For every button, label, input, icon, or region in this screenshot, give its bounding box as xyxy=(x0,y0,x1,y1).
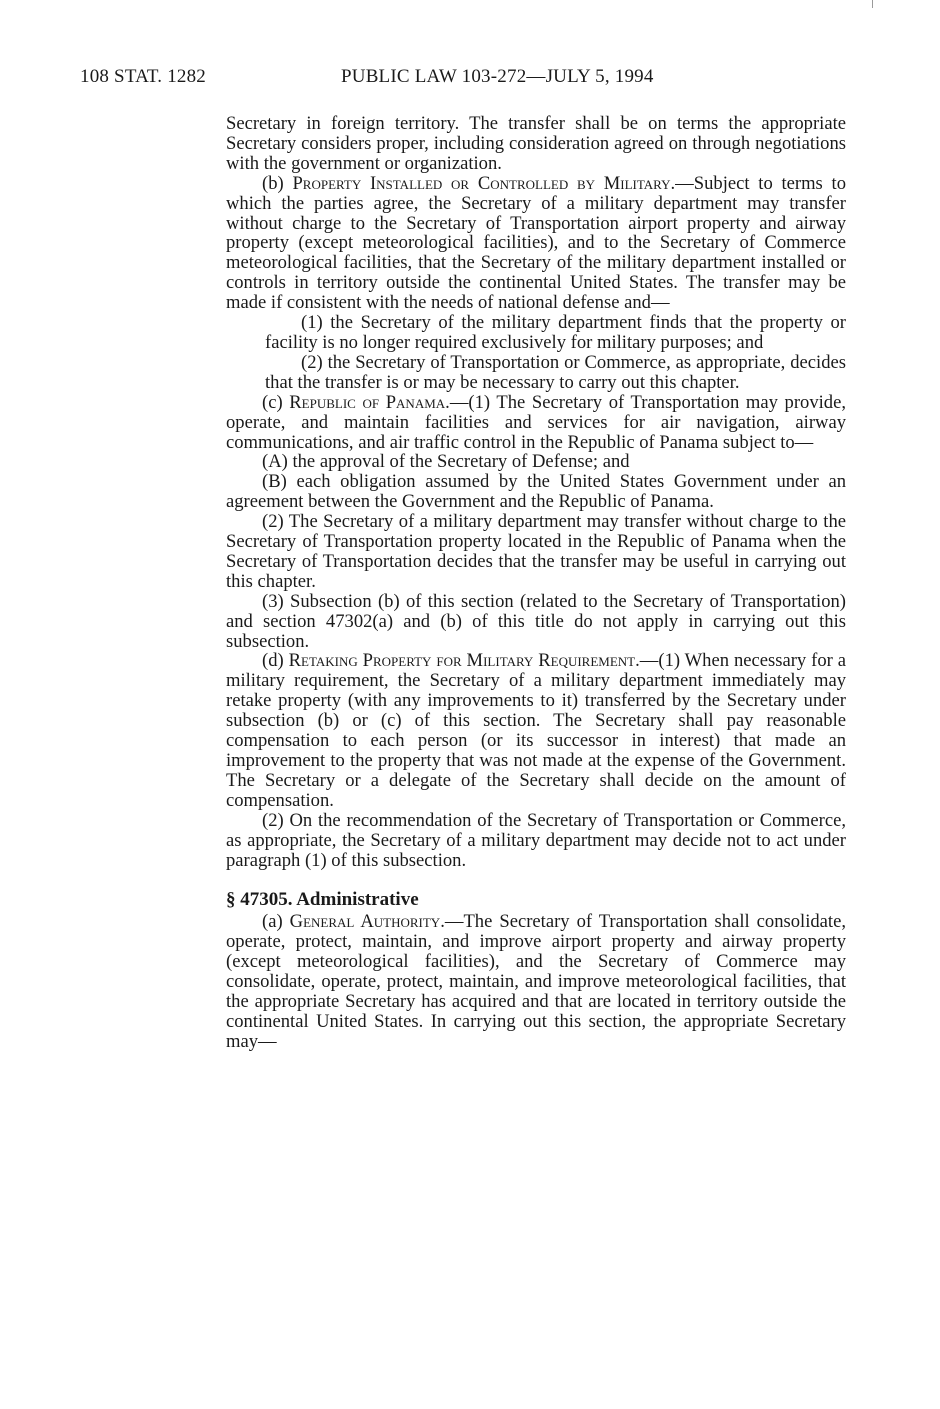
paragraph-c-1-A: (A) the approval of the Secretary of Defense; and xyxy=(262,451,630,473)
subsection-d xyxy=(226,651,846,810)
paragraph-b-2: (2) the Secretary of Transportation or Commerce, as appropriate, decides that the transfer is or may be necessary to carry out this chapter. xyxy=(265,351,846,393)
subsection-label: (d) xyxy=(262,650,289,672)
margin-tick-mark xyxy=(872,0,873,8)
paragraph-d-2: (2) On the recommendation of the Secretary of Transportation or Commerce, as appropriate, the Secretary of a military department may decide not to act under paragraph (1) of this subsection. xyxy=(226,809,846,871)
subsection-text: —Subject to terms to which the parties agree, the Secretary of a military department may transfer without charge to the Secretary of Transportation airport property and airway property (except meteorological facilities), and to the Secretary of Commerce meteorological facilities, that the Secretary of the military department installed or controls in territory outside the continental United States. The transfer may be made if consistent with the needs of national defense and— xyxy=(226,172,846,314)
subsection-c xyxy=(226,393,846,453)
subsection-caption: Property Installed or Controlled by Military. xyxy=(292,172,676,194)
subsection-caption: Retaking Property for Military Requirement. xyxy=(288,650,640,672)
law-title: PUBLIC LAW 103-272—JULY 5, 1994 xyxy=(341,66,654,87)
paragraph-c-1-B: (B) each obligation assumed by the United States Government under an agreement between the Government and the Republic of Panama. xyxy=(226,471,846,513)
subsection-label: (c) xyxy=(262,391,290,413)
statute-reference: 108 STAT. 1282 xyxy=(80,66,207,87)
paragraph-b-1: (1) the Secretary of the military department finds that the property or facility is no longer required exclusively for military purposes; and xyxy=(265,312,846,353)
subsection-label: (a) xyxy=(262,911,290,933)
subsection-label: (b) xyxy=(262,172,293,194)
subsection-text: —(1) When necessary for a military requirement, the Secretary of a military department immediately may retake property (with any improvements to it) transferred by the Secretary under subsection (b) or (c) of this section. The Secretary shall pay reasonable compensation to each person (or its successor in interest) that made an improvement to the property that was not made at the expense of the Government. The Secretary or a delegate of the Secretary shall decide on the amount of compensation. xyxy=(226,650,846,811)
subsection-caption: General Authority. xyxy=(289,911,445,933)
running-head xyxy=(80,66,850,90)
paragraph-c-2: (2) The Secretary of a military department may transfer without charge to the Secretary of Transportation property located in the Republic of Panama when the Secretary of Transportation decides that the transfer may be useful in carrying out this chapter. xyxy=(226,511,846,592)
section-heading: § 47305. Administrative xyxy=(226,889,419,911)
subsection-text: —The Secretary of Transportation shall consolidate, operate, protect, maintain, and improve airport property and airway property (except meteorological facilities), and the Secretary of Commerce may consolidate, operate, protect, maintain, and improve meteorological facilities, that the appropriate Secretary has acquired and that are located in territory outside the continental United States. In carrying out this section, the appropriate Secretary may— xyxy=(226,911,846,1052)
section-47305-a xyxy=(226,912,846,1051)
subsection-b xyxy=(226,174,846,313)
page-body xyxy=(226,114,846,1052)
subsection-caption: Republic of Panama. xyxy=(289,391,450,413)
subsection-text: —(1) The Secretary of Transportation may provide, operate, and maintain facilities and services for air navigation, airway communications, and air traffic control in the Republic of Panama subject to— xyxy=(226,391,847,453)
paragraph-continuation: Secretary in foreign territory. The transfer shall be on terms the appropriate Secretary considers proper, including consideration agreed on through negotiations with the government or organization. xyxy=(226,113,846,174)
paragraph-c-3: (3) Subsection (b) of this section (related to the Secretary of Transportation) and section 47302(a) and (b) of this title do not apply in carrying out this subsection. xyxy=(226,590,846,652)
